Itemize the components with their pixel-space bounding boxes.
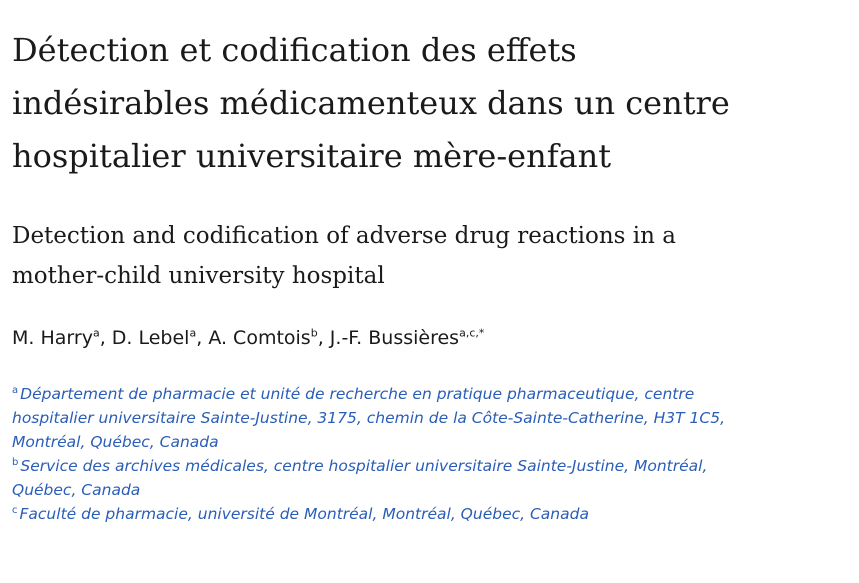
affiliation-line: Québec, Canada [12, 481, 141, 499]
author-affiliation-marker: a,c,* [459, 326, 485, 340]
author-name: A. Comtois [208, 327, 311, 349]
affiliation-marker: a [12, 384, 19, 396]
title-fr-line-1: Détection et codification des effets [12, 31, 577, 69]
title-en-line-2: mother-child university hospital [12, 263, 385, 289]
affiliation-list [12, 382, 852, 526]
affiliation-item [12, 454, 852, 502]
author-name: M. Harry [12, 327, 93, 349]
author-affiliation-marker: b [310, 326, 318, 340]
affiliation-item [12, 502, 852, 526]
article-title-english [12, 216, 852, 296]
author-name: J.-F. Bussières [329, 327, 460, 349]
affiliation-item [12, 382, 852, 454]
affiliation-line: Département de pharmacie et unité de recherche en pratique pharmaceutique, centre [20, 385, 695, 403]
title-fr-line-3: hospitalier universitaire mère-enfant [12, 137, 612, 175]
affiliation-line: Faculté de pharmacie, université de Montréal, Montréal, Québec, Canada [19, 505, 589, 523]
affiliation-line: Montréal, Québec, Canada [12, 433, 219, 451]
author-affiliation-marker: a [189, 326, 197, 340]
author-affiliation-marker: a [92, 326, 100, 340]
title-en-line-1: Detection and codification of adverse drug reactions in a [12, 223, 676, 249]
affiliation-marker: c [12, 504, 18, 516]
author-name: D. Lebel [111, 327, 190, 349]
affiliation-marker: b [12, 456, 19, 468]
author-separator: , [99, 327, 112, 349]
title-fr-line-2: indésirables médicamenteux dans un centre [12, 84, 730, 122]
article-title-french [12, 24, 852, 183]
author-separator: , [196, 327, 209, 349]
affiliation-line: Service des archives médicales, centre hospitalier universitaire Sainte-Justine, Montréal, [20, 457, 708, 475]
author-list [12, 324, 852, 352]
affiliation-line: hospitalier universitaire Sainte-Justine, 3175, chemin de la Côte-Sainte-Catherine, H3T 1C5, [12, 409, 726, 427]
author-separator: , [317, 327, 330, 349]
